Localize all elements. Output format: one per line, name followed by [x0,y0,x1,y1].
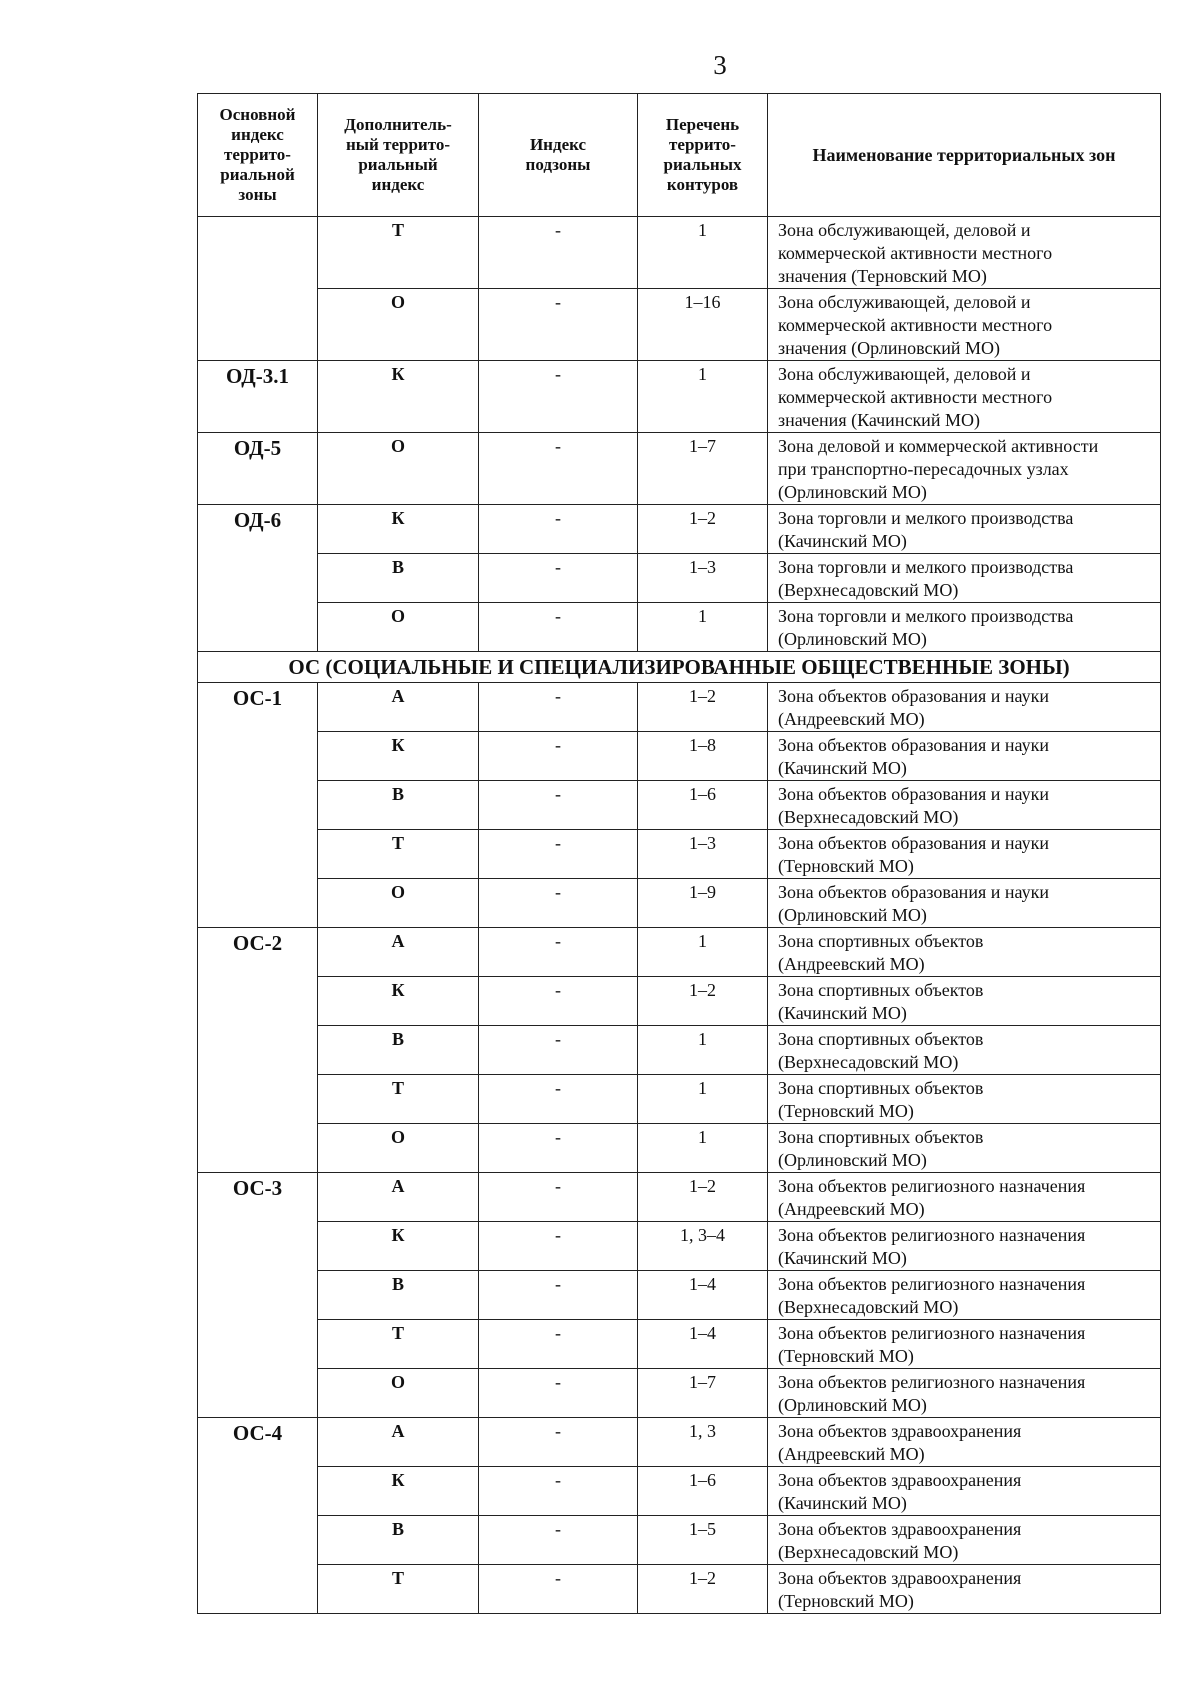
zone-name-line: (Андреевский МО) [778,954,925,974]
main-zone-index: ОД-3.1 [198,361,318,433]
zone-name [768,1320,1161,1369]
contours-list: 1–2 [638,1173,768,1222]
zone-name-line: Зона объектов здравоохранения [778,1470,1022,1490]
territorial-zones-table [197,93,1161,1614]
subzone-index: - [479,217,638,289]
zone-name-line: (Верхнесадовский МО) [778,1542,959,1562]
contours-list: 1–6 [638,1467,768,1516]
table-body [198,217,1161,1614]
contours-list: 1–2 [638,505,768,554]
additional-index: О [318,603,479,652]
zone-name-line: (Орлиновский МО) [778,482,927,502]
subzone-index: - [479,1565,638,1614]
table-row [198,1173,1161,1222]
zone-name [768,879,1161,928]
additional-index: В [318,1026,479,1075]
zone-name-line: Зона объектов религиозного назначения [778,1274,1086,1294]
contours-list: 1–6 [638,781,768,830]
contours-list: 1–2 [638,977,768,1026]
zone-name-line: Зона обслуживающей, деловой и [778,220,1031,240]
contours-list: 1–7 [638,1369,768,1418]
zone-name-line: (Орлиновский МО) [778,629,927,649]
zone-name-line: Зона объектов здравоохранения [778,1568,1022,1588]
subzone-index: - [479,1222,638,1271]
zone-name-line: Зона объектов религиозного назначения [778,1372,1086,1392]
zone-name-line: (Терновский МО) [778,856,914,876]
additional-index: К [318,505,479,554]
zone-name [768,1418,1161,1467]
contours-list: 1–9 [638,879,768,928]
zone-name-line: Зона деловой и коммерческой активности [778,436,1099,456]
subzone-index: - [479,1418,638,1467]
additional-index: В [318,1271,479,1320]
zone-name-line: Зона объектов образования и науки [778,784,1049,804]
header-line: Перечень [665,115,740,134]
header-line: зоны [238,185,277,204]
header-line: террито- [224,145,291,164]
zone-name-line: Зона объектов религиозного назначения [778,1323,1086,1343]
zone-name-line: (Андреевский МО) [778,709,925,729]
zone-name [768,732,1161,781]
additional-index: К [318,977,479,1026]
zone-name-line: Зона объектов религиозного назначения [778,1225,1086,1245]
zone-name [768,603,1161,652]
subzone-index: - [479,289,638,361]
header-line: подзоны [525,155,591,174]
zone-name [768,830,1161,879]
contours-list: 1, 3–4 [638,1222,768,1271]
zone-name-line: Зона объектов образования и науки [778,833,1049,853]
main-zone-index: ОД-6 [198,505,318,652]
table-row [198,554,1161,603]
additional-index: К [318,361,479,433]
additional-index: В [318,1516,479,1565]
contours-list: 1–2 [638,1565,768,1614]
zone-name [768,977,1161,1026]
zone-name-line: (Орлиновский МО) [778,1395,927,1415]
zone-name-line: Зона торговли и мелкого производства [778,557,1074,577]
zone-name-line: Зона объектов религиозного назначения [778,1176,1086,1196]
zone-name [768,928,1161,977]
contours-list: 1 [638,361,768,433]
zone-name [768,1173,1161,1222]
table-row [198,977,1161,1026]
header-line: риальных [663,155,742,174]
zone-name [768,1369,1161,1418]
zone-name [768,781,1161,830]
header-line: Дополнитель- [344,115,452,134]
zone-name-line: значения (Качинский МО) [778,410,980,430]
header-additional-index [318,94,479,217]
table-row [198,1467,1161,1516]
contours-list: 1, 3 [638,1418,768,1467]
subzone-index: - [479,1075,638,1124]
contours-list: 1–7 [638,433,768,505]
contours-list: 1 [638,217,768,289]
zone-name-line: (Верхнесадовский МО) [778,580,959,600]
table-row [198,361,1161,433]
table-row [198,1075,1161,1124]
contours-list: 1–5 [638,1516,768,1565]
table-row [198,1222,1161,1271]
header-line: Индекс [529,135,587,154]
table-row [198,603,1161,652]
zone-name-line: (Качинский МО) [778,1493,907,1513]
additional-index: О [318,879,479,928]
header-main-index [198,94,318,217]
subzone-index: - [479,1467,638,1516]
additional-index: А [318,1173,479,1222]
subzone-index: - [479,1516,638,1565]
subzone-index: - [479,732,638,781]
zone-name [768,505,1161,554]
subzone-index: - [479,683,638,732]
table-row [198,433,1161,505]
contours-list: 1–4 [638,1271,768,1320]
contours-list: 1 [638,1124,768,1173]
header-line: террито- [669,135,736,154]
subzone-index: - [479,1271,638,1320]
subzone-index: - [479,977,638,1026]
contours-list: 1 [638,1075,768,1124]
zone-name-line: Зона объектов образования и науки [778,686,1049,706]
subzone-index: - [479,554,638,603]
zone-name-line: (Андреевский МО) [778,1444,925,1464]
table-row [198,1124,1161,1173]
subzone-index: - [479,1320,638,1369]
additional-index: Т [318,1075,479,1124]
table-row [198,928,1161,977]
subzone-index: - [479,1026,638,1075]
additional-index: Т [318,1565,479,1614]
additional-index: В [318,781,479,830]
zone-name [768,1026,1161,1075]
table-row [198,1271,1161,1320]
zone-name-line: Зона спортивных объектов [778,1029,984,1049]
header-zone-name: Наименование территориальных зон [768,94,1161,217]
subzone-index: - [479,1173,638,1222]
zone-name [768,1124,1161,1173]
zone-name-line: (Андреевский МО) [778,1199,925,1219]
header-line: риальный [358,155,438,174]
zone-name [768,1516,1161,1565]
table-row [198,1418,1161,1467]
additional-index: О [318,1124,479,1173]
table-row [198,1026,1161,1075]
zone-name-line: Зона обслуживающей, деловой и [778,364,1031,384]
additional-index: Т [318,830,479,879]
subzone-index: - [479,505,638,554]
zone-name-line: Зона объектов здравоохранения [778,1519,1022,1539]
subzone-index: - [479,1369,638,1418]
zone-name-line: (Качинский МО) [778,758,907,778]
subzone-index: - [479,1124,638,1173]
table-row [198,1320,1161,1369]
zone-name-line: (Орлиновский МО) [778,1150,927,1170]
header-line: риальной [220,165,295,184]
main-zone-index: ОД-5 [198,433,318,505]
main-zone-index: ОС-1 [198,683,318,928]
table-header [198,94,1161,217]
subzone-index: - [479,928,638,977]
table-row [198,1369,1161,1418]
page-number: 3 [713,50,727,80]
zone-name-line: (Качинский МО) [778,531,907,551]
additional-index: К [318,732,479,781]
contours-list: 1–3 [638,830,768,879]
zone-name-line: Зона объектов образования и науки [778,882,1049,902]
table-row [198,879,1161,928]
zone-name [768,361,1161,433]
zone-name [768,1075,1161,1124]
section-title: ОС (СОЦИАЛЬНЫЕ И СПЕЦИАЛИЗИРОВАННЫЕ ОБЩЕСТВЕННЫЕ ЗОНЫ) [198,652,1161,683]
header-line: индекс [231,125,284,144]
zone-name-line: (Качинский МО) [778,1248,907,1268]
table-row [198,1516,1161,1565]
zone-name [768,1565,1161,1614]
header-subzone-index [479,94,638,217]
subzone-index: - [479,781,638,830]
table-row [198,505,1161,554]
header-contours-list [638,94,768,217]
header-line: индекс [371,175,425,194]
main-zone-index: ОС-3 [198,1173,318,1418]
zone-name [768,1222,1161,1271]
zone-name-line: Зона спортивных объектов [778,1127,984,1147]
zone-name-line: коммерческой активности местного [778,243,1053,263]
zone-name-line: (Терновский МО) [778,1101,914,1121]
zone-name-line: Зона торговли и мелкого производства [778,508,1074,528]
additional-index: К [318,1222,479,1271]
zone-name-line: (Верхнесадовский МО) [778,1297,959,1317]
zone-name [768,217,1161,289]
section-row [198,652,1161,683]
zone-name-line: (Терновский МО) [778,1346,914,1366]
subzone-index: - [479,433,638,505]
zone-name [768,1271,1161,1320]
zone-name-line: Зона спортивных объектов [778,931,984,951]
additional-index: О [318,289,479,361]
contours-list: 1–8 [638,732,768,781]
zone-name [768,554,1161,603]
additional-index: Т [318,1320,479,1369]
table-row [198,830,1161,879]
contours-list: 1–16 [638,289,768,361]
header-line: ный террито- [345,135,450,154]
zone-name [768,289,1161,361]
main-zone-index: ОС-2 [198,928,318,1173]
subzone-index: - [479,603,638,652]
header-line: контуров [666,175,739,194]
zone-name-line: (Терновский МО) [778,1591,914,1611]
subzone-index: - [479,830,638,879]
contours-list: 1–3 [638,554,768,603]
zone-name-line: Зона спортивных объектов [778,980,984,1000]
zone-name [768,433,1161,505]
zone-name-line: (Верхнесадовский МО) [778,1052,959,1072]
main-zone-index: ОС-4 [198,1418,318,1614]
zone-name-line: (Орлиновский МО) [778,905,927,925]
zone-name-line: коммерческой активности местного [778,387,1053,407]
table-row [198,289,1161,361]
zone-name [768,683,1161,732]
zone-name-line: Зона спортивных объектов [778,1078,984,1098]
contours-list: 1–2 [638,683,768,732]
zone-name-line: значения (Орлиновский МО) [778,338,1000,358]
contours-list: 1 [638,928,768,977]
zone-name-line: (Верхнесадовский МО) [778,807,959,827]
additional-index: А [318,1418,479,1467]
table-row [198,217,1161,289]
zone-name-line: при транспортно-пересадочных узлах [778,459,1069,479]
zone-name-line: коммерческой активности местного [778,315,1053,335]
additional-index: Т [318,217,479,289]
zone-name-line: Зона торговли и мелкого производства [778,606,1074,626]
zone-name-line: Зона обслуживающей, деловой и [778,292,1031,312]
table-row [198,732,1161,781]
contours-list: 1 [638,603,768,652]
additional-index: О [318,433,479,505]
zone-name [768,1467,1161,1516]
additional-index: В [318,554,479,603]
subzone-index: - [479,361,638,433]
table-row [198,781,1161,830]
zone-name-line: Зона объектов образования и науки [778,735,1049,755]
additional-index: А [318,928,479,977]
zone-name-line: (Качинский МО) [778,1003,907,1023]
table-row [198,683,1161,732]
additional-index: О [318,1369,479,1418]
contours-list: 1–4 [638,1320,768,1369]
additional-index: А [318,683,479,732]
table-row [198,1565,1161,1614]
zone-name-line: значения (Терновский МО) [778,266,987,286]
additional-index: К [318,1467,479,1516]
main-zone-index [198,217,318,361]
zone-name-line: Зона объектов здравоохранения [778,1421,1022,1441]
subzone-index: - [479,879,638,928]
contours-list: 1 [638,1026,768,1075]
header-line: Основной [219,105,296,124]
